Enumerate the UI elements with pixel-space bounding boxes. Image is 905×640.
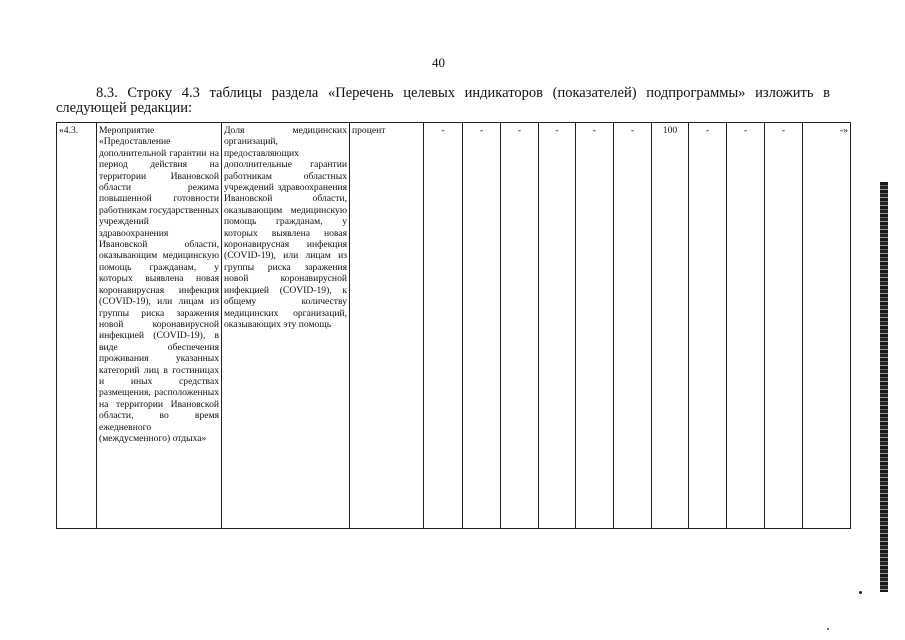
unit-cell (350, 123, 424, 529)
event-description: Мероприятие «Предоставление дополнительной гарантии на период действия на территории Ивановской области режима повышенной готовности работникам государственных учреждений здравоохранения Ивановской области, оказывающим медицинскую помощь гражданам, у которых выявлена новая коронавирусная инфекция (COVID-19), или лицам из группы риска заражения новой коронавирусной инфекцией (COVID-19), в виде обеспечения проживания указанных категорий лиц в гостиницах и иных средствах размещения, расположенных на территории Ивановской области, во время ежедневного (междусменного) отдыха» (99, 125, 219, 444)
value-cell-last: -» (803, 123, 851, 529)
indicator-table (56, 122, 851, 529)
scan-speck (859, 591, 862, 594)
value-cell: - (424, 123, 463, 529)
indicator-description: Доля медицинских организаций, предоставляющих дополнительные гарантии работникам областных учреждений здравоохранения Ивановской области, оказывающим медицинскую помощь гражданам, у которых выявлена новая коронавирусная инфекция (COVID-19), или лицам из группы риска заражения новой коронавирусной инфекцией (COVID-19), к общему количеству медицинских организаций, оказывающих эту помощь (224, 125, 347, 330)
scan-edge-artifact (880, 182, 888, 592)
value-cell: - (501, 123, 539, 529)
table-row (57, 123, 851, 529)
value-cell: - (689, 123, 727, 529)
value-cell: 100 (652, 123, 689, 529)
value-cell: - (614, 123, 652, 529)
value-cell: - (727, 123, 765, 529)
page-number: 40 (432, 55, 445, 70)
value-cell: - (539, 123, 576, 529)
unit-of-measure: процент (352, 125, 386, 136)
scan-speck (827, 628, 829, 630)
row-number-cell (57, 123, 97, 529)
row-number: «4.3. (59, 125, 79, 136)
indicator-cell (222, 123, 350, 529)
instruction-text: 8.3. Строку 4.3 таблицы раздела «Перечень целевых индикаторов (показателей) подпрограммы» изложить в следующей редакции: (56, 85, 830, 116)
value-cell: - (463, 123, 501, 529)
value-cell: - (765, 123, 803, 529)
value-cell: - (576, 123, 614, 529)
event-cell (97, 123, 222, 529)
